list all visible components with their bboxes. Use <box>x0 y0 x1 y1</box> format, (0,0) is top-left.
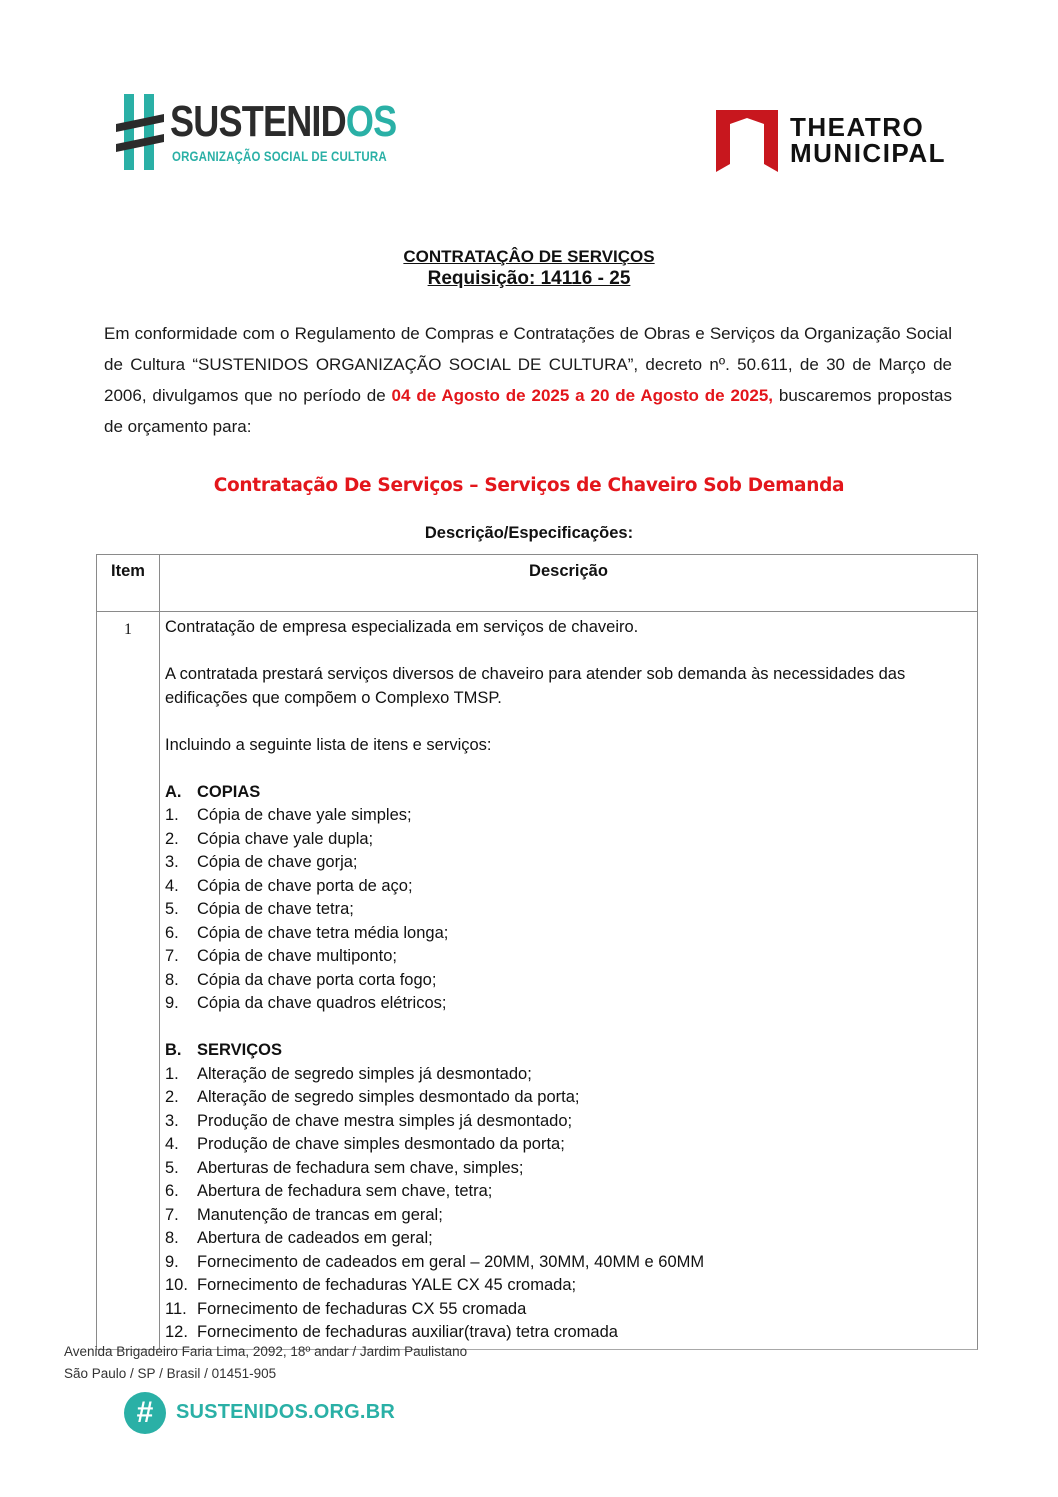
servicos-list <box>165 1063 971 1345</box>
list-item-number: 4. <box>165 1135 179 1153</box>
copias-list <box>165 804 971 1016</box>
list-item-number: 7. <box>165 1205 179 1224</box>
section-copias <box>165 781 971 1016</box>
list-item <box>165 922 971 946</box>
list-item-number: 10. <box>165 1276 188 1294</box>
list-item-number: 5. <box>165 900 179 918</box>
section-title: B. SERVIÇOS <box>165 1041 282 1059</box>
list-item <box>165 851 971 875</box>
list-item-text: Alteração de segredo simples já desmontado; <box>197 1064 532 1083</box>
footer-address-line1: Avenida Brigadeiro Faria Lima, 2092, 18º andar / Jardim Paulistano <box>64 1344 468 1359</box>
list-item-text: Cópia de chave tetra média longa; <box>197 923 449 942</box>
column-header-description: Descrição <box>529 562 608 580</box>
list-item-text: Produção de chave simples desmontado da porta; <box>197 1135 565 1153</box>
list-item <box>165 804 971 828</box>
description-paragraph: Incluindo a seguinte lista de itens e serviços: <box>165 735 492 754</box>
intro-paragraph: Em conformidade com o Regulamento de Compras e Contratações de Obras e Serviços da Organização Social de Cultura “SUSTENIDOS ORGANIZAÇÃO SOCIAL DE CULTURA”, decreto nº. 50.611, de 30 de Março de 2006, divulgamos que no período de 04 de Agosto de 2025 a 20 de Agosto de 2025, buscaremos propostas de orçamento para: <box>104 324 952 436</box>
list-item-text: Manutenção de trancas em geral; <box>197 1205 443 1224</box>
list-item-text: Cópia de chave tetra; <box>197 900 354 918</box>
row-description <box>165 616 971 1368</box>
list-item <box>165 1204 971 1228</box>
list-item-text: Abertura de cadeados em geral; <box>197 1229 433 1247</box>
list-item-number: 1. <box>165 1064 179 1083</box>
sustenidos-logo <box>116 94 397 174</box>
list-item <box>165 1110 971 1134</box>
list-item-text: Fornecimento de fechaduras YALE CX 45 cromada; <box>197 1276 577 1294</box>
list-item-number: 5. <box>165 1158 179 1177</box>
list-item-text: Aberturas de fechadura sem chave, simples; <box>197 1158 524 1177</box>
list-item-number: 7. <box>165 947 179 965</box>
list-item <box>165 945 971 969</box>
list-item-text: Alteração de segredo simples desmontado da porta; <box>197 1088 580 1106</box>
footer-website-logo <box>124 1392 395 1434</box>
list-item <box>165 875 971 899</box>
list-item-text: Fornecimento de cadeados em geral – 20MM, 30MM, 40MM e 60MM <box>197 1252 705 1271</box>
header-divider <box>97 611 977 612</box>
footer-address-line2: São Paulo / SP / Brasil / 01451-905 <box>64 1366 277 1381</box>
list-item-number: 2. <box>165 829 179 848</box>
list-item-number: 3. <box>165 1111 179 1130</box>
list-item-text: Cópia de chave multiponto; <box>197 947 397 965</box>
list-item-number: 3. <box>165 853 179 871</box>
list-item <box>165 1251 971 1275</box>
list-item-number: 4. <box>165 876 179 895</box>
theatro-municipal-wordmark: THEATRO MUNICIPAL <box>790 112 947 168</box>
list-item-number: 2. <box>165 1088 179 1106</box>
list-item <box>165 1321 971 1345</box>
website-link[interactable]: SUSTENIDOS.ORG.BR <box>176 1401 395 1423</box>
theatro-municipal-logo <box>716 108 956 174</box>
list-item <box>165 1133 971 1157</box>
section-title: A. COPIAS <box>165 782 261 801</box>
list-item <box>165 1298 971 1322</box>
list-item <box>165 1063 971 1087</box>
list-item <box>165 898 971 922</box>
hash-circle-icon: # <box>124 1392 166 1434</box>
service-title: Contratação De Serviços – Serviços de Chaveiro Sob Demanda <box>213 475 845 496</box>
list-item-text: Fornecimento de fechaduras auxiliar(trava) tetra cromada <box>197 1323 618 1341</box>
specification-table <box>96 554 978 1350</box>
list-item-number: 9. <box>165 994 179 1012</box>
list-item <box>165 969 971 993</box>
period-highlight: 04 de Agosto de 2025 a 20 de Agosto de 2025, <box>391 386 773 405</box>
sustenidos-wordmark: SUSTENIDOS <box>170 97 397 146</box>
document-title: CONTRATAÇÂO DE SERVIÇOS <box>403 247 655 266</box>
list-item <box>165 1227 971 1251</box>
row-item-number: 1 <box>124 621 132 638</box>
list-item <box>165 1274 971 1298</box>
list-item-number: 8. <box>165 970 179 989</box>
list-item <box>165 1086 971 1110</box>
list-item-text: Abertura de fechadura sem chave, tetra; <box>197 1182 493 1200</box>
list-item-text: Fornecimento de fechaduras CX 55 cromada <box>197 1299 527 1318</box>
list-item-text: Cópia da chave quadros elétricos; <box>197 994 447 1012</box>
list-item-number: 8. <box>165 1229 179 1247</box>
list-item <box>165 828 971 852</box>
list-item-text: Cópia de chave yale simples; <box>197 806 412 824</box>
sustenidos-tagline: ORGANIZAÇÃO SOCIAL DE CULTURA <box>172 148 387 164</box>
requisition-number: Requisição: 14116 - 25 <box>427 268 631 289</box>
section-servicos <box>165 1039 971 1345</box>
description-paragraph: Contratação de empresa especializada em serviços de chaveiro. <box>165 618 639 636</box>
list-item-number: 6. <box>165 923 179 942</box>
list-item-number: 1. <box>165 806 179 824</box>
list-item <box>165 1180 971 1204</box>
list-item-number: 6. <box>165 1182 179 1200</box>
column-header-item: Item <box>111 562 145 580</box>
list-item-number: 9. <box>165 1252 179 1271</box>
column-divider <box>159 555 160 1349</box>
list-item-text: Cópia de chave gorja; <box>197 853 358 871</box>
spec-label: Descrição/Especificações: <box>424 524 634 542</box>
description-paragraph: A contratada prestará serviços diversos de chaveiro para atender sob demanda às necessidades das edificações que compõem o Complexo TMSP. <box>165 665 906 707</box>
list-item-text: Cópia de chave porta de aço; <box>197 876 413 895</box>
hash-icon <box>116 94 164 170</box>
list-item-number: 12. <box>165 1323 188 1341</box>
list-item-number: 11. <box>165 1299 187 1318</box>
list-item-text: Cópia da chave porta corta fogo; <box>197 970 437 989</box>
list-item <box>165 1157 971 1181</box>
list-item-text: Produção de chave mestra simples já desmontado; <box>197 1111 573 1130</box>
list-item <box>165 992 971 1016</box>
arch-icon <box>716 110 778 172</box>
list-item-text: Cópia chave yale dupla; <box>197 829 374 848</box>
